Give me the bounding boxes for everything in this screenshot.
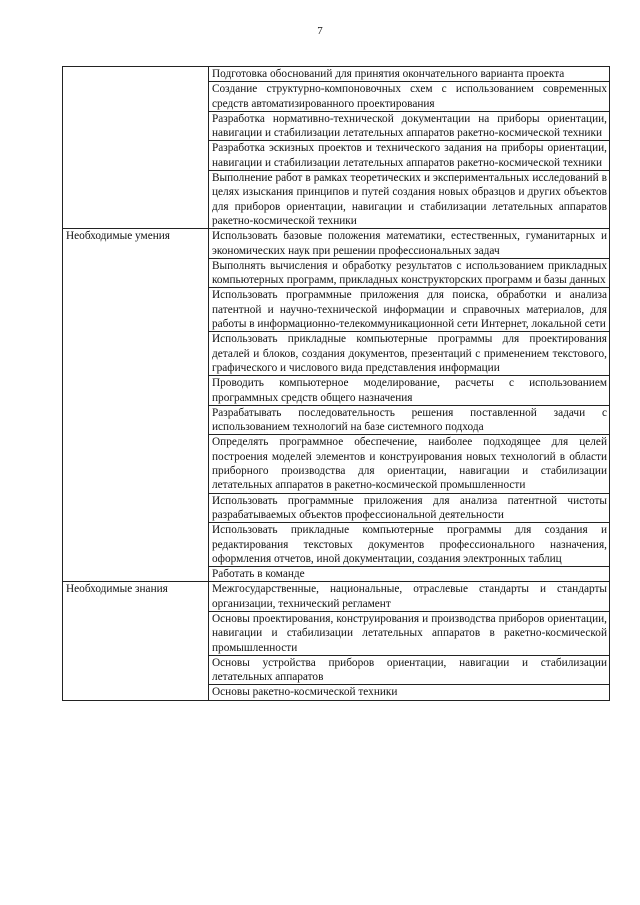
table-row	[63, 582, 610, 612]
row-label-knowledge: Необходимые знания	[63, 582, 209, 700]
work-action-cell: Выполнение работ в рамках теоретических и экспериментальных исследований в целях изыскания принципов и путей создания новых образцов и других объектов для приборов ориентации, навигации и стабилизации летательных аппаратов ракетно-космической техники	[209, 171, 610, 229]
skill-cell: Использовать прикладные компьютерные программы для создания и редактирования текстовых документов профессионального назначения, оформления отчетов, иной документации, создания электронных таблиц	[209, 523, 610, 567]
skill-cell: Проводить компьютерное моделирование, расчеты с использованием программных средств общего назначения	[209, 376, 610, 406]
knowledge-cell: Основы устройства приборов ориентации, навигации и стабилизации летательных аппаратов	[209, 655, 610, 685]
knowledge-cell: Основы проектирования, конструирования и производства приборов ориентации, навигации и стабилизации летательных аппаратов в ракетно-космической промышленности	[209, 611, 610, 655]
row-label-skills: Необходимые умения	[63, 229, 209, 582]
skill-cell: Разрабатывать последовательность решения поставленной задачи с использованием технологий на базе системного подхода	[209, 405, 610, 435]
work-action-cell: Подготовка обоснований для принятия окончательного варианта проекта	[209, 67, 610, 82]
table-row	[63, 67, 610, 82]
skill-cell: Использовать базовые положения математики, естественных, гуманитарных и экономических наук при решении профессиональных задач	[209, 229, 610, 259]
skill-cell: Работать в команде	[209, 567, 610, 582]
skill-cell: Определять программное обеспечение, наиболее подходящее для целей построения моделей элементов и конструирования новых технологий в области приборного производства для ориентации, навигации и стабилизации летательных аппаратов в ракетно-космической промышленности	[209, 435, 610, 493]
knowledge-cell: Межгосударственные, национальные, отраслевые стандарты и стандарты организации, технический регламент	[209, 582, 610, 612]
skill-cell: Использовать программные приложения для анализа патентной чистоты разрабатываемых объектов профессиональной деятельности	[209, 493, 610, 523]
skill-cell: Использовать программные приложения для поиска, обработки и анализа патентной и научно-технической информации и справочных материалов, для работы в информационно-телекоммуникационной сети Интернет, локальной сети	[209, 288, 610, 332]
work-action-cell: Разработка эскизных проектов и технического задания на приборы ориентации, навигации и стабилизации летательных аппаратов ракетно-космической техники	[209, 141, 610, 171]
requirements-table	[62, 66, 610, 701]
table-row	[63, 229, 610, 259]
row-label-continuation	[63, 67, 209, 229]
page-number: 7	[317, 25, 323, 37]
work-action-cell: Создание структурно-компоновочных схем с использованием современных средств автоматизированного проектирования	[209, 82, 610, 112]
work-action-cell: Разработка нормативно-технической документации на приборы ориентации, навигации и стабилизации летательных аппаратов ракетно-космической техники	[209, 111, 610, 141]
knowledge-cell: Основы ракетно-космической техники	[209, 685, 610, 700]
skill-cell: Использовать прикладные компьютерные программы для проектирования деталей и блоков, создания документов, презентаций с применением текстового, графического и числового вида представления информации	[209, 332, 610, 376]
skill-cell: Выполнять вычисления и обработку результатов с использованием прикладных компьютерных программ, прикладных конструкторских программ и базы данных	[209, 258, 610, 288]
